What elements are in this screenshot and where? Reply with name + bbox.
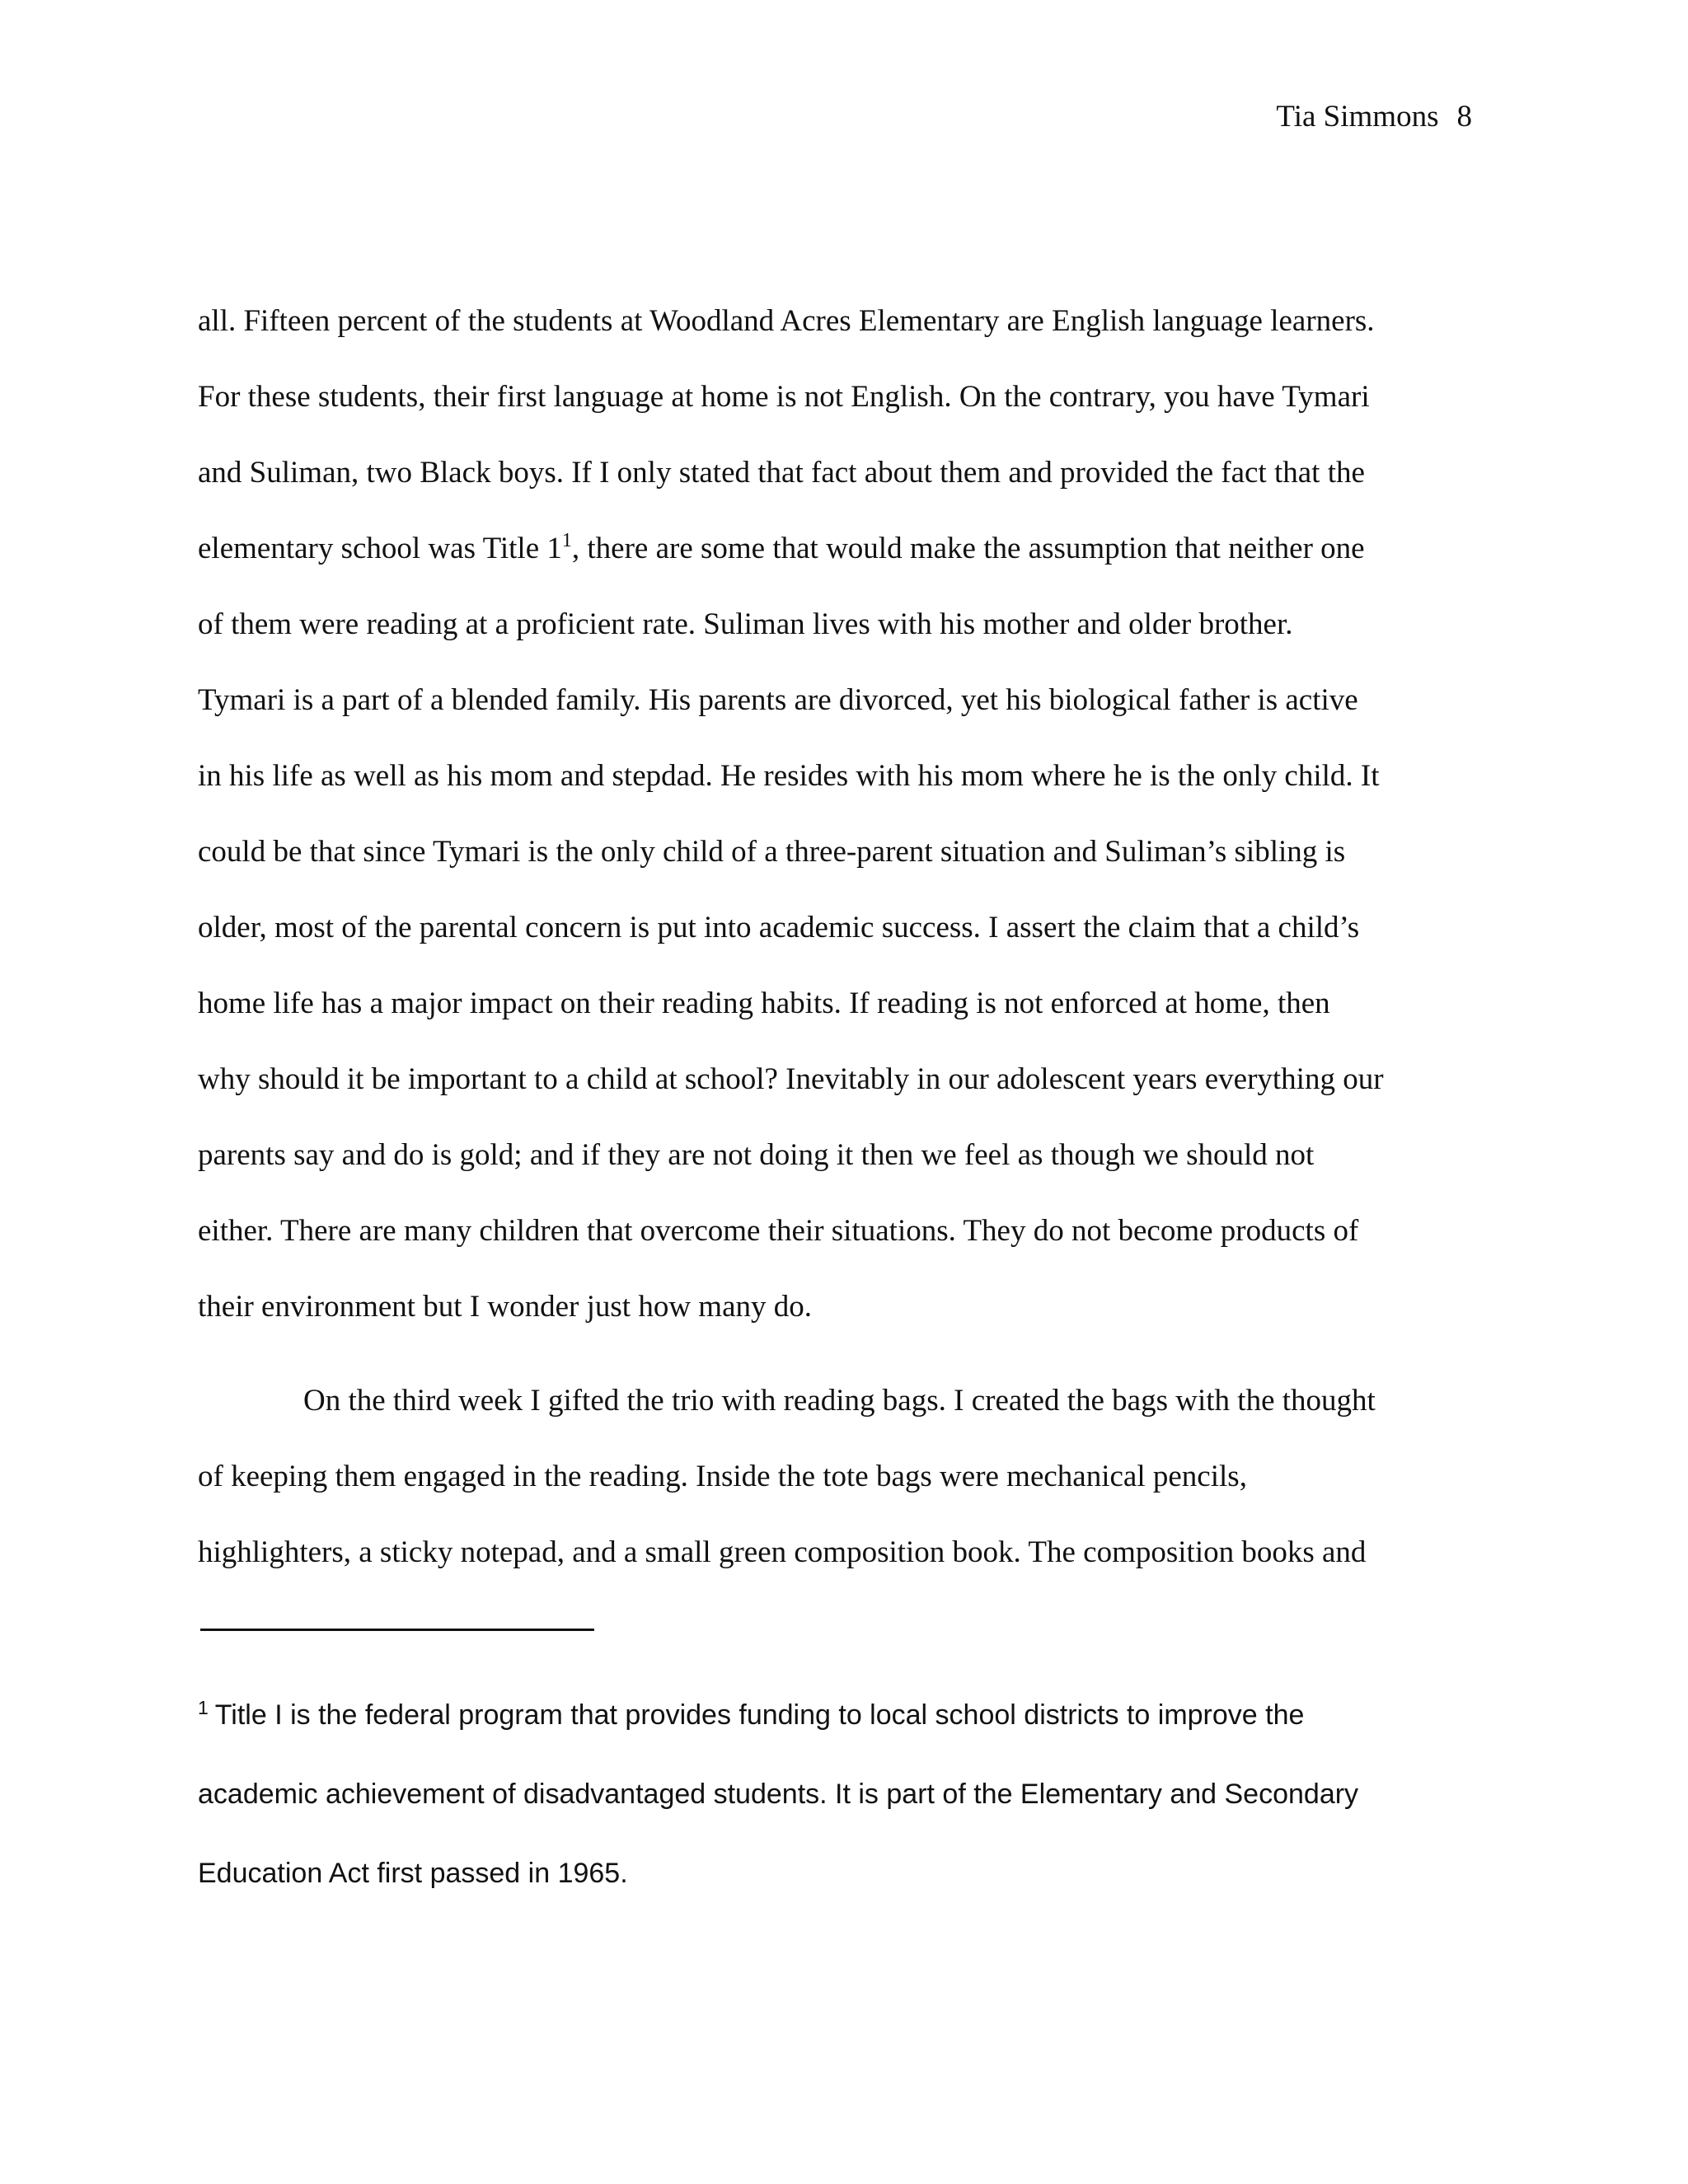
- footnote-separator: [200, 1629, 594, 1631]
- text-line: parents say and do is gold; and if they are not doing it then we feel as though we should not: [198, 1138, 1315, 1172]
- footnote: [198, 1694, 1500, 1932]
- text-line: of keeping them engaged in the reading. Inside the tote bags were mechanical pencils,: [198, 1460, 1247, 1493]
- text-line: older, most of the parental concern is put into academic success. I assert the claim that a child’s: [198, 911, 1360, 944]
- text-line: in his life as well as his mom and stepdad. He resides with his mom where he is the only child. It: [198, 759, 1380, 793]
- text-line: Tymari is a part of a blended family. His parents are divorced, yet his biological father is active: [198, 683, 1358, 717]
- paragraph: [198, 298, 1492, 1360]
- footnote-text: Title I is the federal program that provides funding to local school districts to improve the: [214, 1699, 1305, 1731]
- text-line: of them were reading at a proficient rate. Suliman lives with his mother and older brother.: [198, 607, 1293, 641]
- text-segment: , there are some that would make the assumption that neither one: [571, 532, 1365, 565]
- text-line: could be that since Tymari is the only child of a three-parent situation and Suliman’s sibling is: [198, 835, 1346, 869]
- page-number: 8: [1456, 100, 1472, 134]
- text-line: and Suliman, two Black boys. If I only stated that fact about them and provided the fact that the: [198, 456, 1365, 490]
- text-line: why should it be important to a child at school? Inevitably in our adolescent years everything our: [198, 1062, 1384, 1096]
- text-segment: elementary school was Title 1: [198, 532, 562, 565]
- text-line: [198, 526, 1492, 602]
- paragraph: [198, 1378, 1492, 1605]
- paragraph-spacing: [198, 1360, 1492, 1378]
- footnote-marker: 1: [198, 1697, 209, 1718]
- footnote-line: Education Act first passed in 1965.: [198, 1858, 628, 1889]
- text-line: home life has a major impact on their reading habits. If reading is not enforced at home, then: [198, 987, 1330, 1020]
- header-author: Tia Simmons: [1276, 100, 1439, 134]
- text-line: all. Fifteen percent of the students at Woodland Acres Elementary are English language learners.: [198, 304, 1375, 338]
- text-line: For these students, their first language at home is not English. On the contrary, you have Tymari: [198, 380, 1370, 414]
- body-text: [198, 298, 1492, 1605]
- text-line: their environment but I wonder just how many do.: [198, 1290, 813, 1324]
- footnote-reference: 1: [561, 530, 572, 551]
- footnote-line: academic achievement of disadvantaged students. It is part of the Elementary and Secondary: [198, 1779, 1359, 1810]
- text-line: either. There are many children that overcome their situations. They do not become products of: [198, 1214, 1359, 1248]
- running-header: [1276, 97, 1472, 137]
- text-line: On the third week I gifted the trio with reading bags. I created the bags with the thought: [303, 1384, 1376, 1418]
- footnote-line: [198, 1694, 1500, 1774]
- text-line: highlighters, a sticky notepad, and a small green composition book. The composition books and: [198, 1535, 1367, 1569]
